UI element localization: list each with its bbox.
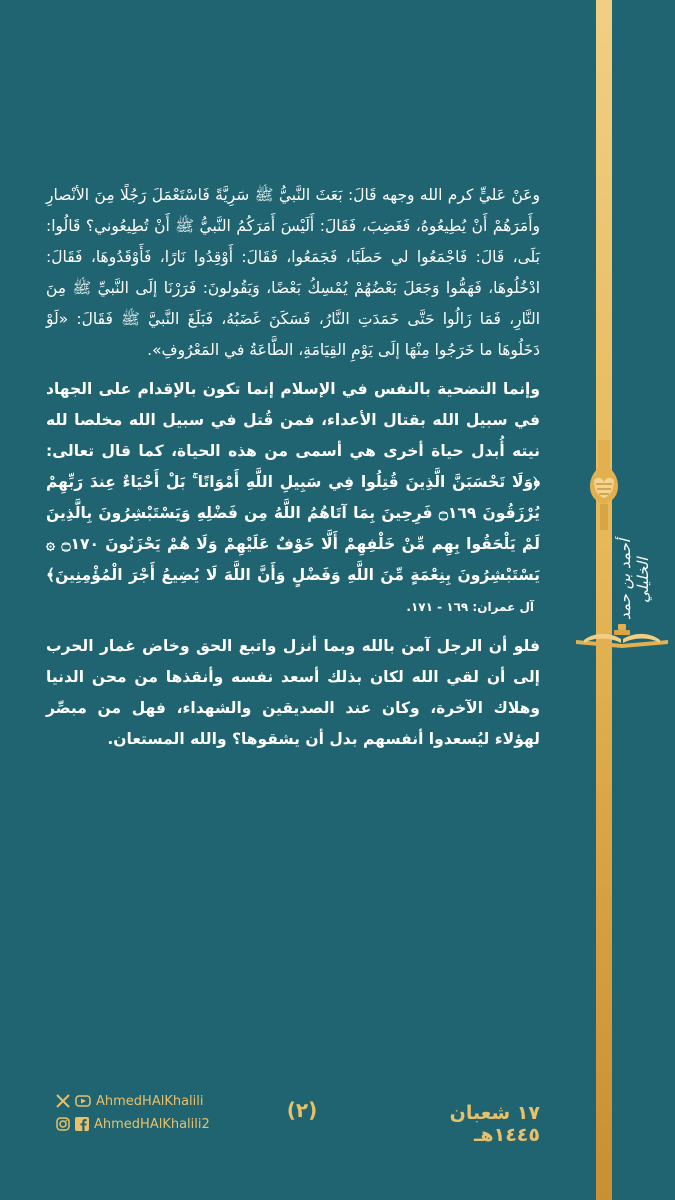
instagram-icon[interactable] [56,1117,70,1131]
publish-date: ١٧ شعبان ١٤٤٥هـ [449,1102,540,1146]
hadith-paragraph: وعَنْ عَليٍّ كرم الله وجهه قَالَ: بَعَثَ النَّبيُّ ﷺ سَرِيَّةً فَاسْتَعْمَلَ رَجُلًا مِنَ الأنْصارِ وأَمَرَهُمْ أَنْ يُطِيعُوهُ، فَغَضِبَ، فَقَالَ: أَلَيْسَ أَمَرَكُمُ النَّبيُّ ﷺ أَنْ تُطِيعُوني؟ قَالُوا: بَلَى، قَالَ: فَاجْمَعُوا لي حَطَبًا، فَجَمَعُوا، فَقَالَ: أَوْقِدُوا نَارًا، فَأَوْقَدُوهَا، فَقَالَ: ادْخُلُوهَا، فَهَمُّوا وَجَعَلَ بَعْضُهُمْ يُمْسِكُ بَعْضًا، وَيَقُولونَ: فَرَرْنَا إلَى النَّبيِّ ﷺ مِنَ النَّارِ، فَمَا زَالُوا حَتَّى خَمَدَتِ النَّارُ، فَسَكَنَ غَضَبُهُ، فَبَلَغَ النَّبيَّ ﷺ فَقَالَ: «لَوْ دَخَلُوهَا ما خَرَجُوا مِنْهَا إلَى يَوْمِ القِيَامَةِ، الطَّاعَةُ في المَعْرُوفِ». [46,186,540,359]
youtube-icon[interactable] [75,1095,91,1107]
author-signature: أحمد بن حمد الخليلي [616,539,652,621]
facebook-icon[interactable] [75,1117,89,1131]
social-handle-2[interactable]: AhmedHAlKhalili2 [94,1116,210,1132]
open-book-icon [572,618,672,648]
commentary-paragraph [46,374,540,623]
commentary-intro: وإنما التضحية بالنفس في الإسلام إنما تكون بالإقدام على الجهاد في سبيل الله بقتال الأعداء، فمن قُتل في سبيل الله مخلصا لله نيته أُبدل حياة أخرى هي أسمى من هذه الحياة، كما قال تعالى: [46,380,540,460]
page-number: (٢) [286,1098,318,1122]
social-row-2 [56,1115,210,1133]
handshake-icon [580,440,628,530]
gold-ribbon [596,0,612,1200]
conclusion-paragraph: فلو أن الرجل آمن بالله وبما أنزل واتبع الحق وخاض غمار الحرب إلى أن لقي الله لكان بذلك أسعد نفسه وأنقذها من محن الدنيا وهلاك الآخرة، وكان عند الصديقين والشهداء، فهل من مبصِّر لهؤلاء ليُسعدوا أنفسهم بدل أن يشقوها؟ والله المستعان. [46,637,540,748]
article-body [46,180,540,763]
social-handle-1[interactable]: AhmedHAlKhalili [96,1093,204,1109]
quran-verse: ﴿وَلَا تَحْسَبَنَّ الَّذِينَ قُتِلُوا فِي سَبِيلِ اللَّهِ أَمْوَاتًا ۚ بَلْ أَحْيَاءٌ عِندَ رَبِّهِمْ يُرْزَقُونَ ۝١٦٩ فَرِحِينَ بِمَا آتَاهُمُ اللَّهُ مِن فَضْلِهِ وَيَسْتَبْشِرُونَ بِالَّذِينَ لَمْ يَلْحَقُوا بِهِم مِّنْ خَلْفِهِمْ أَلَّا خَوْفٌ عَلَيْهِمْ وَلَا هُمْ يَحْزَنُونَ ۝١٧٠ ۞ يَسْتَبْشِرُونَ بِنِعْمَةٍ مِّنَ اللَّهِ وَفَضْلٍ وَأَنَّ اللَّهَ لَا يُضِيعُ أَجْرَ الْمُؤْمِنِينَ﴾ [46,473,540,584]
social-handles [56,1090,256,1140]
x-icon[interactable] [56,1094,70,1108]
social-row-1 [56,1092,204,1110]
quran-reference: آل عمران: ١٦٩ - ١٧١. [406,600,534,614]
